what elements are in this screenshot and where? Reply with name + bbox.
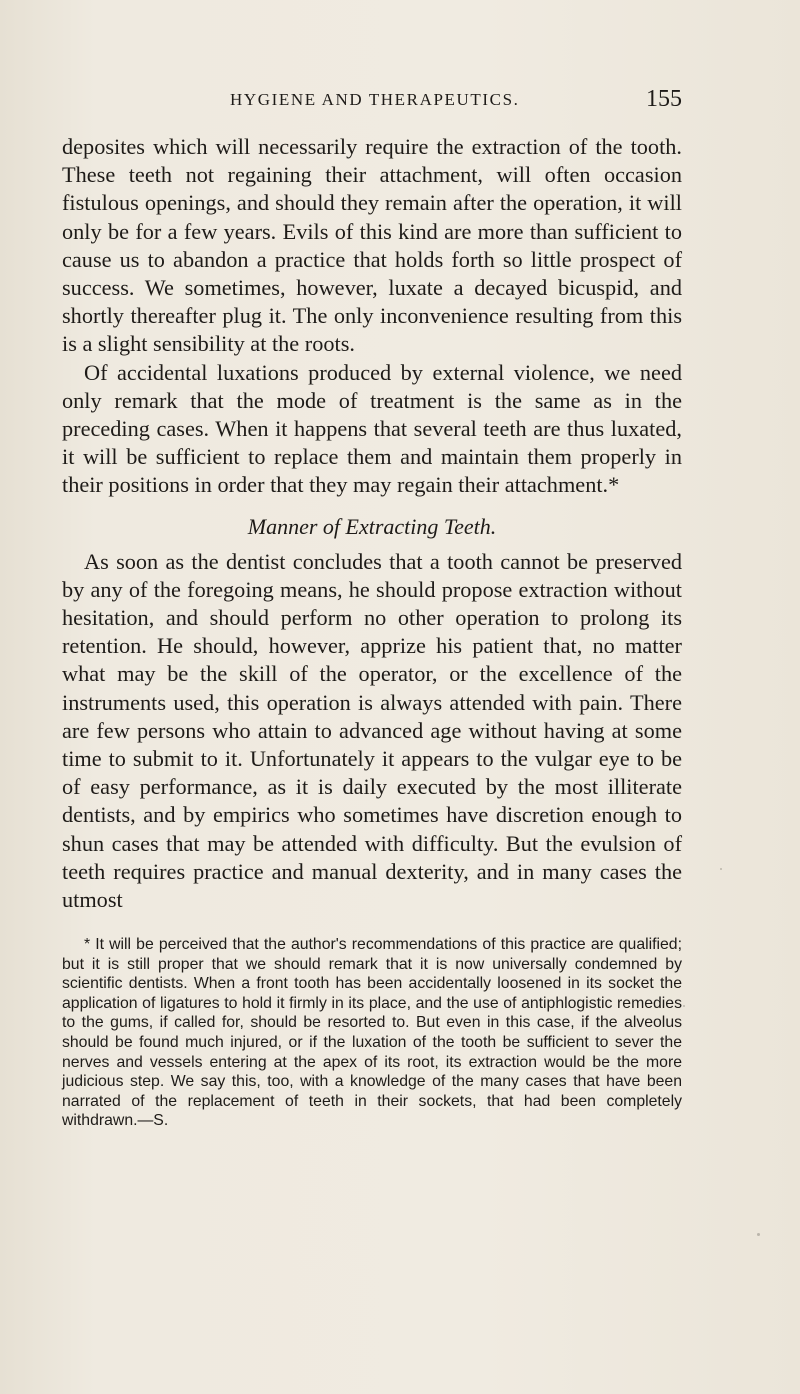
paper-speck (720, 868, 722, 870)
paragraph-continued: deposites which will necessarily require the extraction of the tooth. These teeth not regaining their attachment, will often occasion fistulous openings, and should they remain after the operation, it will only be for a few years. Evils of this kind are more than sufficient to cause us to abandon a practice that holds forth so little prospect of success. We sometimes, however, luxate a decayed bicuspid, and shortly thereafter plug it. The only inconvenience resulting from this is a slight sensibility at the roots. (62, 134, 682, 357)
page-number: 155 (646, 86, 682, 112)
running-title: HYGIENE AND THERAPEUTICS. (230, 90, 520, 109)
paragraph-extraction: As soon as the dentist concludes that a tooth cannot be preserved by any of the foregoing means, he should propose extraction without hesitation, and should perform no other operation to prolong its retention. He should, however, apprize his patient that, no matter what may be the skill of the operator, or the excellence of the instruments used, this operation is always attended with pain. There are few persons who attain to advanced age without having at some time to submit to it. Unfortunately it appears to the vulgar eye to be of easy performance, as it is daily executed by the most illiterate dentists, and by empirics who sometimes have discretion enough to shun cases that may be attended with difficulty. But the evulsion of teeth requires practice and manual dexterity, and in many cases the utmost (62, 548, 682, 913)
paragraph-accidental-luxations: Of accidental luxations produced by external violence, we need only remark that the mode of treatment is the same as in the preceding cases. When it happens that several teeth are thus luxated, it will be sufficient to replace them and maintain them properly in their positions in order that they may regain their attachment.* (62, 359, 682, 498)
running-head (62, 86, 682, 116)
footnote (62, 935, 682, 1131)
footnote-text: * It will be perceived that the author's recommendations of this practice are qualified; but it is still proper that we should remark that it is now universally condemned by scientific dentists. When a front tooth has been accidentally loosened in its socket the application of ligatures to hold it firmly in its place, and the use of antiphlogistic remedies to the gums, if called for, should be resorted to. But even in this case, if the alveolus should be found much injured, or if the luxation of the tooth be sufficient to sever the nerves and vessels entering at the apex of its root, its extraction would be the more judicious step. We say this, too, with a knowledge of the many cases that have been narrated of the replacement of teeth in their sockets, that had been completely withdrawn.—S. (62, 936, 682, 1130)
section-heading: Manner of Extracting Teeth. (247, 513, 497, 539)
paper-speck (683, 1005, 685, 1007)
body-text (62, 133, 682, 914)
paper-speck (757, 1233, 760, 1236)
